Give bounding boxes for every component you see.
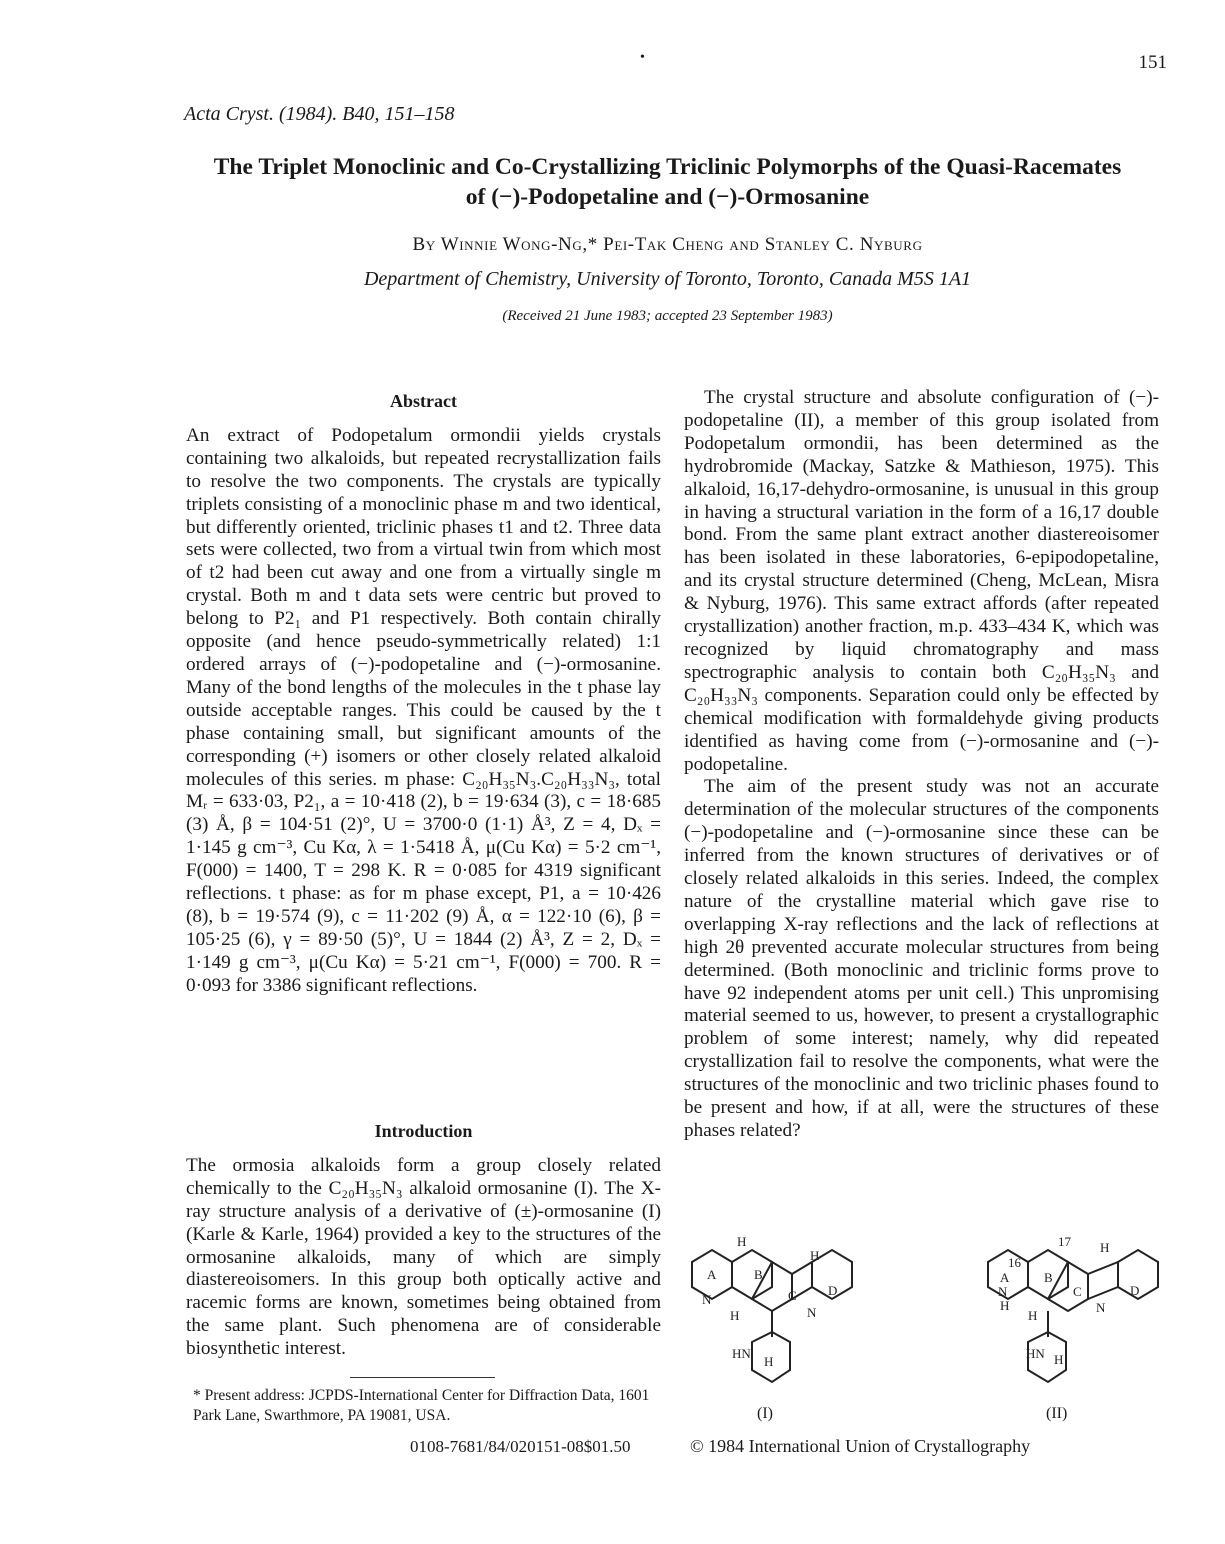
right-column-text: [684, 387, 1159, 1143]
intro-paragraph-2: The crystal structure and absolute configuration of (−)-podopetaline (II), a member of this group isolated from Podopetalum ormondii, has been determined as the hydrobromide (Mackay, Satzke & Mathieson, 1975). This alkaloid, 16,17-dehydro-ormosanine, is unusual in this group in having a structural variation in the form of a 16,17 double bond. From the same plant extract another diastereoisomer has been isolated in these laboratories, 6-epipodopetaline, and its crystal structure determined (Cheng, McLean, Misra & Nyburg, 1976). This same extract affords (after repeated crystallization) another fraction, m.p. 433–434 K, which was recognized by liquid chromatography and mass spectrographic analysis to contain both C₂₀H₃₅N₃ and C₂₀H₃₃N₃ components. Separation could only be effected by chemical modification with formaldehyde giving products identified as having come from (−)-ormosanine and (−)-podopetaline.: [684, 387, 1159, 775]
affiliation: Department of Chemistry, University of Toronto, Toronto, Canada M5S 1A1: [363, 268, 972, 290]
structure-i-ring-d: D: [828, 1283, 838, 1298]
structure-ii-atom-16: 16: [1008, 1255, 1021, 1270]
structure-i-atom-n1: N: [702, 1292, 712, 1307]
structure-ii-atom-n2: N: [1096, 1300, 1106, 1315]
structure-ii-ring-d: D: [1130, 1283, 1140, 1298]
structure-i-atom-h4: H: [764, 1354, 774, 1369]
structure-ii-atom-h3: H: [1028, 1308, 1038, 1323]
structure-ii-ring-c: C: [1073, 1284, 1082, 1299]
structure-i-atom-h3: H: [730, 1308, 740, 1323]
structure-ii-diagram: [978, 1232, 1178, 1402]
abstract-text: An extract of Podopetalum ormondii yields crystals containing two alkaloids, but repeated recrystallization fails to resolve the two components. The crystals are typically triplets consisting of a monoclinic phase m and two identical, but differently oriented, triclinic phases t1 and t2. Three data sets were collected, two from a virtual twin from which most of t2 had been cut away and one from a virtually single m crystal. Both m and t data sets were centric but proved to belong to P2₁ and P1 respectively. Both contain chirally opposite (and hence pseudo-symmetrically related) 1:1 ordered arrays of (−)-podopetaline and (−)-ormosanine. Many of the bond lengths of the molecules in the t phase lay outside acceptable ranges. This could be caused by the t phase containing small, but significant amounts of the corresponding (+) isomers or other closely related alkaloid molecules of this series. m phase: C₂₀H₃₅N₃.C₂₀H₃₃N₃, total Mᵣ = 633·03, P2₁, a = 10·418 (2), b = 19·634 (3), c = 18·685 (3) Å, β = 104·51 (2)°, U = 3700·0 (1·1) Å³, Z = 4, Dₓ = 1·145 g cm⁻³, Cu Kα, λ = 1·5418 Å, μ(Cu Kα) = 5·2 cm⁻¹, F(000) = 1400, T = 298 K. R = 0·085 for 4319 significant reflections. t phase: as for m phase except, P1, a = 10·426 (8), b = 19·574 (9), c = 11·202 (9) Å, α = 122·10 (6), β = 105·25 (6), γ = 89·50 (5)°, U = 1844 (2) Å³, Z = 2, Dₓ = 1·149 g cm⁻³, μ(Cu Kα) = 5·21 cm⁻¹, F(000) = 700. R = 0·093 for 3386 significant reflections.: [186, 424, 661, 996]
structure-i-ring-a: A: [707, 1267, 717, 1282]
introduction-heading: Introduction: [374, 1121, 473, 1141]
title-line-2: of (−)-Podopetaline and (−)-Ormosanine: [465, 184, 870, 210]
structure-i-atom-hn: HN: [732, 1346, 751, 1361]
structure-ii-atom-hn: HN: [1026, 1346, 1045, 1361]
structure-i-atom-n2: N: [807, 1305, 817, 1320]
structure-i-ring-b: B: [754, 1267, 763, 1282]
abstract-section: [186, 390, 661, 998]
stray-mark: •: [640, 50, 645, 65]
footnote: * Present address: JCPDS-International Center for Diffraction Data, 1601 Park Lane, Swarthmore, PA 19081, USA.: [193, 1387, 650, 1424]
received-dates: (Received 21 June 1983; accepted 23 September 1983): [502, 308, 833, 324]
structure-ii-atom-n1: N: [998, 1284, 1008, 1299]
structure-ii-label: (II): [1046, 1405, 1068, 1422]
abstract-heading: Abstract: [390, 391, 457, 411]
structure-ii-atom-h1: H: [1100, 1240, 1110, 1255]
structure-ii-atom-h2: H: [1000, 1298, 1010, 1313]
introduction-section: [186, 1120, 661, 1361]
structure-i-diagram: [682, 1232, 892, 1402]
structure-ii-ring-a: A: [1000, 1270, 1010, 1285]
structure-i-ring-c: C: [788, 1288, 797, 1303]
structure-i-label: (I): [757, 1405, 773, 1422]
structure-ii-atom-17: 17: [1058, 1234, 1071, 1249]
article-title: [150, 152, 1185, 212]
journal-citation: Acta Cryst. (1984). B40, 151–158: [184, 103, 455, 125]
author-byline: By Winnie Wong-Ng,* Pei-Tak Cheng and Stanley C. Nyburg: [412, 234, 923, 255]
copyright-notice: © 1984 International Union of Crystallography: [690, 1436, 1031, 1456]
intro-paragraph-3: The aim of the present study was not an accurate determination of the molecular structures of the components (−)-podopetaline and (−)-ormosanine since these can be inferred from the known structures of derivatives or of closely related alkaloids in this series. Indeed, the complex nature of the crystalline material which gave rise to overlapping X-ray reflections and the lack of reflections at high 2θ prevented accurate molecular structures from being determined. (Both monoclinic and triclinic forms prove to have 92 independent atoms per unit cell.) This unpromising material seemed to us, however, to present a crystallographic problem of some interest; namely, why did repeated crystallization fail to resolve the components, what were the structures of the monoclinic and two triclinic phases found to be present and how, if at all, were the structures of these phases related?: [684, 776, 1159, 1141]
structure-i-atom-h1: H: [737, 1234, 747, 1249]
structure-ii-ring-b: B: [1044, 1270, 1053, 1285]
introduction-text: The ormosia alkaloids form a group closely related chemically to the C₂₀H₃₅N₃ alkaloid ormosanine (I). The X-ray structure analysis of a derivative of (±)-ormosanine (I) (Karle & Karle, 1964) provided a key to the structures of the ormosanine alkaloids, many of which are simply diastereoisomers. In this group both optically active and racemic forms are known, sometimes being obtained from the same plant. Such phenomena are of considerable biosynthetic interest.: [186, 1154, 661, 1360]
structure-i-atom-h2: H: [810, 1248, 820, 1263]
page-number: 151: [1138, 52, 1167, 73]
title-line-1: The Triplet Monoclinic and Co-Crystallizing Triclinic Polymorphs of the Quasi-Racemates: [213, 154, 1122, 180]
structure-ii-atom-h4: H: [1054, 1352, 1064, 1367]
footnote-rule: [350, 1377, 495, 1378]
article-code: 0108-7681/84/020151-08$01.50: [410, 1437, 631, 1456]
